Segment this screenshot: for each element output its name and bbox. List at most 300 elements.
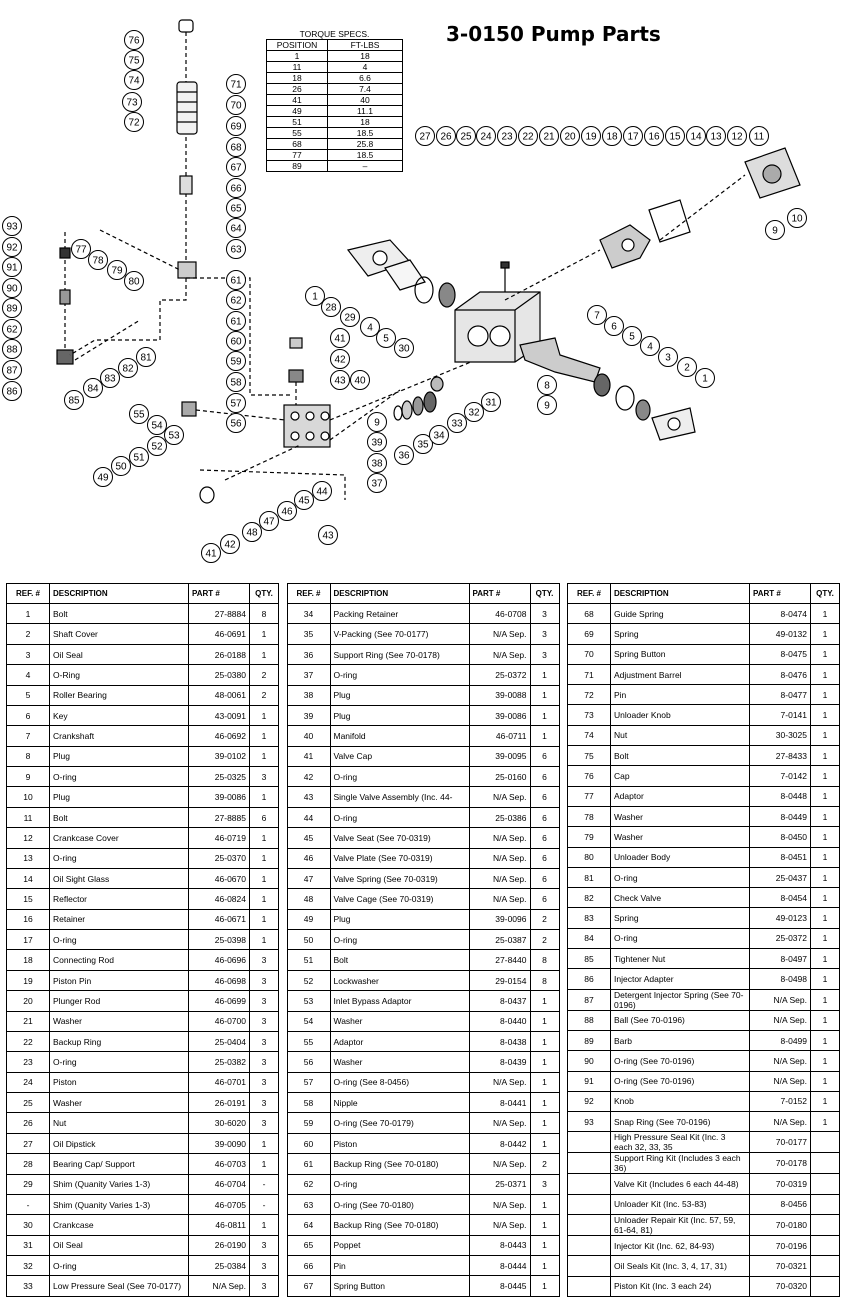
callout-label: 77 xyxy=(75,244,87,256)
callout-70 xyxy=(227,96,246,115)
table-row xyxy=(568,1132,840,1153)
description: O-ring (See 70-0196) xyxy=(611,1051,750,1071)
part-number: 8-0475 xyxy=(750,644,811,664)
description: Bearing Cap/ Support xyxy=(50,1154,189,1174)
torque-position: 1 xyxy=(267,51,328,62)
ref-number: 16 xyxy=(7,909,50,929)
callout-label: 35 xyxy=(417,439,429,451)
description: Lockwasher xyxy=(330,970,469,990)
table-row xyxy=(287,1093,559,1113)
table-row xyxy=(7,991,279,1011)
callout-label: 10 xyxy=(791,213,803,225)
description: Valve Cage (See 70-0319) xyxy=(330,889,469,909)
torque-position: 49 xyxy=(267,106,328,117)
description: Unloader Body xyxy=(611,847,750,867)
callout-26 xyxy=(437,127,456,146)
table-row xyxy=(287,889,559,909)
ref-number: 47 xyxy=(287,868,330,888)
callout-label: 48 xyxy=(246,527,258,539)
description: Injector Kit (Inc. 62, 84-93) xyxy=(611,1236,750,1256)
description: Crankshaft xyxy=(50,726,189,746)
torque-position: 55 xyxy=(267,128,328,139)
part-number: 29-0154 xyxy=(469,970,530,990)
table-row xyxy=(568,1030,840,1050)
description: Cap xyxy=(611,766,750,786)
callout-59 xyxy=(227,352,246,371)
table-row xyxy=(568,888,840,908)
quantity: 1 xyxy=(530,1072,559,1092)
part-number: 48-0061 xyxy=(189,685,250,705)
ref-number: 46 xyxy=(287,848,330,868)
ref-number: 45 xyxy=(287,828,330,848)
quantity: 2 xyxy=(250,685,279,705)
table-row xyxy=(7,685,279,705)
ref-number: 7 xyxy=(7,726,50,746)
ref-number: 36 xyxy=(287,644,330,664)
description: Unloader Kit (Inc. 53-83) xyxy=(611,1194,750,1214)
table-row xyxy=(568,1010,840,1030)
part-number: 70-0320 xyxy=(750,1276,811,1296)
ref-number: 87 xyxy=(568,989,611,1010)
part-number: 46-0703 xyxy=(189,1154,250,1174)
description: O-ring (See 70-0179) xyxy=(330,1113,469,1133)
callout-label: 66 xyxy=(230,183,242,195)
callout-13 xyxy=(707,127,726,146)
table-row xyxy=(568,1215,840,1236)
description: Plunger Rod xyxy=(50,991,189,1011)
torque-position: 41 xyxy=(267,95,328,106)
table-row xyxy=(7,1215,279,1235)
ref-number: 88 xyxy=(568,1010,611,1030)
part-number: N/A Sep. xyxy=(750,1112,811,1132)
part-number: N/A Sep. xyxy=(750,1010,811,1030)
description: Packing Retainer xyxy=(330,604,469,624)
callout-label: 42 xyxy=(334,354,346,366)
quantity: 1 xyxy=(530,685,559,705)
callout-76 xyxy=(125,31,144,50)
quantity: 1 xyxy=(250,909,279,929)
callout-label: 8 xyxy=(544,380,550,392)
part-number: 8-0451 xyxy=(750,847,811,867)
part-number: 7-0152 xyxy=(750,1091,811,1111)
quantity: 1 xyxy=(811,847,840,867)
callout-61 xyxy=(227,312,246,331)
ref-number: 27 xyxy=(7,1133,50,1153)
ref-number: 63 xyxy=(287,1194,330,1214)
table-row xyxy=(568,969,840,989)
callout-39 xyxy=(368,433,387,452)
callout-64 xyxy=(227,219,246,238)
table-row xyxy=(7,1154,279,1174)
table-row xyxy=(568,1051,840,1071)
diagram-callout-group xyxy=(3,31,807,563)
quantity: 1 xyxy=(811,1071,840,1091)
table-row xyxy=(287,726,559,746)
callout-label: 24 xyxy=(480,131,492,143)
callout-49 xyxy=(94,468,113,487)
table-row xyxy=(7,889,279,909)
part-number: 25-0437 xyxy=(750,867,811,887)
description: Plug xyxy=(50,787,189,807)
ref-number: 56 xyxy=(287,1052,330,1072)
callout-44 xyxy=(313,482,332,501)
part-number: N/A Sep. xyxy=(469,1113,530,1133)
ref-number: 15 xyxy=(7,889,50,909)
description: Oil Sight Glass xyxy=(50,868,189,888)
ref-number xyxy=(568,1194,611,1214)
header-ref-number: REF. # xyxy=(287,584,330,604)
ref-number: 79 xyxy=(568,827,611,847)
ref-number: 11 xyxy=(7,807,50,827)
table-row xyxy=(7,1256,279,1276)
quantity: 1 xyxy=(250,868,279,888)
quantity xyxy=(811,1132,840,1153)
callout-label: 13 xyxy=(710,131,722,143)
torque-ftlbs: 6.6 xyxy=(328,73,403,84)
quantity: 1 xyxy=(811,1030,840,1050)
part-number: 70-0180 xyxy=(750,1215,811,1236)
ref-number: 14 xyxy=(7,868,50,888)
table-row xyxy=(7,644,279,664)
ref-number: 3 xyxy=(7,644,50,664)
part-number: 39-0095 xyxy=(469,746,530,766)
part-number: 8-0443 xyxy=(469,1235,530,1255)
callout-label: 46 xyxy=(281,506,293,518)
callout-label: 30 xyxy=(398,343,410,355)
table-row xyxy=(568,827,840,847)
quantity: 6 xyxy=(250,807,279,827)
part-number: 25-0380 xyxy=(189,665,250,685)
table-row xyxy=(7,828,279,848)
ref-number: 71 xyxy=(568,664,611,684)
description: Inlet Bypass Adaptor xyxy=(330,991,469,1011)
callout-label: 41 xyxy=(334,333,346,345)
description: Bolt xyxy=(50,807,189,827)
callout-16 xyxy=(645,127,664,146)
quantity: 1 xyxy=(250,828,279,848)
quantity xyxy=(811,1215,840,1236)
quantity: 1 xyxy=(530,1113,559,1133)
description: Shim (Quanity Varies 1-3) xyxy=(50,1174,189,1194)
callout-6 xyxy=(605,317,624,336)
quantity: 1 xyxy=(250,1154,279,1174)
quantity: 1 xyxy=(811,1091,840,1111)
callout-41 xyxy=(202,544,221,563)
description: Barb xyxy=(611,1030,750,1050)
ref-number: 35 xyxy=(287,624,330,644)
parts-table-2 xyxy=(287,583,560,1297)
ref-number: 78 xyxy=(568,806,611,826)
description: Nipple xyxy=(330,1093,469,1113)
ref-number: 92 xyxy=(568,1091,611,1111)
table-row xyxy=(287,787,559,807)
part-number: 46-0708 xyxy=(469,604,530,624)
description: O-ring xyxy=(50,1256,189,1276)
callout-label: 87 xyxy=(6,365,18,377)
callout-label: 18 xyxy=(606,131,618,143)
callout-label: 67 xyxy=(230,162,242,174)
part-number: N/A Sep. xyxy=(469,1215,530,1235)
quantity: 1 xyxy=(530,1031,559,1051)
description: Plug xyxy=(330,909,469,929)
quantity: 1 xyxy=(530,1052,559,1072)
torque-row xyxy=(267,73,403,84)
description: O-Ring xyxy=(50,665,189,685)
ref-number: 58 xyxy=(287,1093,330,1113)
table-row xyxy=(568,685,840,705)
callout-label: 50 xyxy=(115,461,127,473)
callout-66 xyxy=(227,179,246,198)
quantity: 1 xyxy=(530,1215,559,1235)
description: Retainer xyxy=(50,909,189,929)
callout-label: 3 xyxy=(665,352,671,364)
callout-label: 89 xyxy=(6,303,18,315)
ref-number: 34 xyxy=(287,604,330,624)
table-row xyxy=(568,766,840,786)
ref-number: 81 xyxy=(568,867,611,887)
description: Washer xyxy=(611,827,750,847)
torque-row xyxy=(267,128,403,139)
table-row xyxy=(287,950,559,970)
table-row xyxy=(287,1235,559,1255)
ref-number: 29 xyxy=(7,1174,50,1194)
callout-label: 9 xyxy=(544,400,550,412)
quantity: 3 xyxy=(250,767,279,787)
quantity: 8 xyxy=(530,970,559,990)
part-number: 8-0445 xyxy=(469,1276,530,1296)
quantity: 1 xyxy=(250,930,279,950)
description: Piston xyxy=(330,1133,469,1153)
ref-number: 76 xyxy=(568,766,611,786)
callout-label: 7 xyxy=(594,310,600,322)
torque-row xyxy=(267,95,403,106)
ref-number xyxy=(568,1215,611,1236)
description: Adaptor xyxy=(611,786,750,806)
quantity: 1 xyxy=(530,665,559,685)
callout-label: 12 xyxy=(731,131,743,143)
callout-label: 93 xyxy=(6,221,18,233)
part-number: 46-0696 xyxy=(189,950,250,970)
callout-53 xyxy=(165,426,184,445)
description: Single Valve Assembly (Inc. 44- xyxy=(330,787,469,807)
callout-label: 37 xyxy=(371,478,383,490)
table-row xyxy=(7,1031,279,1051)
description: Plug xyxy=(50,746,189,766)
callout-69 xyxy=(227,117,246,136)
quantity xyxy=(811,1236,840,1256)
callout-label: 9 xyxy=(374,417,380,429)
callout-43 xyxy=(331,371,350,390)
quantity: 1 xyxy=(811,725,840,745)
description: Nut xyxy=(611,725,750,745)
callout-92 xyxy=(3,238,22,257)
callout-81 xyxy=(137,348,156,367)
table-row xyxy=(568,1256,840,1276)
quantity: 1 xyxy=(811,685,840,705)
part-number: N/A Sep. xyxy=(469,889,530,909)
callout-89 xyxy=(3,299,22,318)
table-row xyxy=(287,1174,559,1194)
torque-position: 51 xyxy=(267,117,328,128)
quantity: 1 xyxy=(811,867,840,887)
callout-9 xyxy=(766,221,785,240)
callout-11 xyxy=(750,127,769,146)
ref-number: 37 xyxy=(287,665,330,685)
torque-position: 11 xyxy=(267,62,328,73)
part-number: 8-0448 xyxy=(750,786,811,806)
ref-number: 26 xyxy=(7,1113,50,1133)
callout-50 xyxy=(112,457,131,476)
description: O-ring xyxy=(330,1174,469,1194)
table-row xyxy=(568,989,840,1010)
callout-86 xyxy=(3,382,22,401)
description: Washer xyxy=(330,1052,469,1072)
ref-number: 22 xyxy=(7,1031,50,1051)
callout-41 xyxy=(331,329,350,348)
callout-label: 31 xyxy=(485,397,497,409)
description: O-ring xyxy=(611,928,750,948)
part-number: N/A Sep. xyxy=(469,644,530,664)
part-number: N/A Sep. xyxy=(469,868,530,888)
table-row xyxy=(568,1194,840,1214)
table-row xyxy=(287,828,559,848)
ref-number: 25 xyxy=(7,1093,50,1113)
ref-number: 52 xyxy=(287,970,330,990)
quantity: 6 xyxy=(530,828,559,848)
ref-number: 40 xyxy=(287,726,330,746)
ref-number: 51 xyxy=(287,950,330,970)
callout-label: 92 xyxy=(6,242,18,254)
callout-label: 80 xyxy=(128,276,140,288)
header-part-number: PART # xyxy=(469,584,530,604)
quantity: 1 xyxy=(811,949,840,969)
part-number: 8-0477 xyxy=(750,685,811,705)
table-row xyxy=(287,1011,559,1031)
torque-rows xyxy=(267,51,403,172)
part-number: 46-0671 xyxy=(189,909,250,929)
part-number: 39-0088 xyxy=(469,685,530,705)
part-number: N/A Sep. xyxy=(469,787,530,807)
callout-label: 21 xyxy=(543,131,555,143)
callout-label: 72 xyxy=(128,117,140,129)
callout-20 xyxy=(561,127,580,146)
table-row xyxy=(287,807,559,827)
description: Valve Spring (See 70-0319) xyxy=(330,868,469,888)
description: Washer xyxy=(611,806,750,826)
callout-77 xyxy=(72,240,91,259)
callout-29 xyxy=(341,308,360,327)
torque-specs-caption: TORQUE SPECS. xyxy=(267,29,403,40)
description: O-ring (See 70-0196) xyxy=(611,1071,750,1091)
table-row xyxy=(7,624,279,644)
table-row xyxy=(7,705,279,725)
table-row xyxy=(287,1072,559,1092)
torque-row xyxy=(267,84,403,95)
quantity: 1 xyxy=(811,624,840,644)
quantity: 6 xyxy=(530,746,559,766)
part-number: 8-0476 xyxy=(750,664,811,684)
table-row xyxy=(7,909,279,929)
callout-label: 71 xyxy=(230,79,242,91)
ref-number: 90 xyxy=(568,1051,611,1071)
callout-label: 54 xyxy=(151,420,163,432)
callout-42 xyxy=(331,350,350,369)
callout-80 xyxy=(125,272,144,291)
part-number: 39-0090 xyxy=(189,1133,250,1153)
callout-79 xyxy=(108,261,127,280)
page-title: 3-0150 Pump Parts xyxy=(446,22,661,46)
table-row xyxy=(287,1031,559,1051)
torque-ftlbs: 18 xyxy=(328,117,403,128)
table-row xyxy=(287,685,559,705)
quantity: 1 xyxy=(811,664,840,684)
ref-number: 49 xyxy=(287,909,330,929)
callout-label: 23 xyxy=(501,131,513,143)
table-row xyxy=(7,848,279,868)
ref-number: 50 xyxy=(287,930,330,950)
header-ref-number: REF. # xyxy=(568,584,611,604)
description: Spring xyxy=(611,624,750,644)
callout-90 xyxy=(3,279,22,298)
part-number: 46-0705 xyxy=(189,1194,250,1214)
description: Connecting Rod xyxy=(50,950,189,970)
torque-position: 89 xyxy=(267,161,328,172)
description: O-ring xyxy=(330,930,469,950)
description: High Pressure Seal Kit (Inc. 3 each 32, 33, 35 xyxy=(611,1132,750,1153)
callout-7 xyxy=(588,306,607,325)
torque-row xyxy=(267,51,403,62)
description: Unloader Knob xyxy=(611,705,750,725)
ref-number: 93 xyxy=(568,1112,611,1132)
part-number: 8-0437 xyxy=(469,991,530,1011)
part-number: 25-0371 xyxy=(469,1174,530,1194)
part-number: N/A Sep. xyxy=(469,848,530,868)
description: Support Ring Kit (Includes 3 each 36) xyxy=(611,1153,750,1174)
quantity: 1 xyxy=(811,928,840,948)
table-row xyxy=(7,767,279,787)
part-number: 8-0454 xyxy=(750,888,811,908)
callout-label: 74 xyxy=(128,75,140,87)
table-row xyxy=(568,1091,840,1111)
torque-ftlbs: 25.8 xyxy=(328,139,403,150)
ref-number: 85 xyxy=(568,949,611,969)
description: Detergent Injector Spring (See 70-0196) xyxy=(611,989,750,1010)
callout-45 xyxy=(295,491,314,510)
callout-label: 5 xyxy=(629,331,635,343)
callout-55 xyxy=(130,405,149,424)
part-number: 70-0196 xyxy=(750,1236,811,1256)
callout-label: 1 xyxy=(312,291,318,303)
description: Pin xyxy=(611,685,750,705)
quantity: 6 xyxy=(530,767,559,787)
quantity: 3 xyxy=(250,970,279,990)
callout-8 xyxy=(538,376,557,395)
callout-label: 90 xyxy=(6,283,18,295)
ref-number: 57 xyxy=(287,1072,330,1092)
description: O-ring xyxy=(50,1052,189,1072)
part-number: 46-0692 xyxy=(189,726,250,746)
ref-number: 70 xyxy=(568,644,611,664)
description: Bolt xyxy=(611,746,750,766)
callout-label: 29 xyxy=(344,312,356,324)
description: O-ring xyxy=(330,767,469,787)
table-row xyxy=(287,1194,559,1214)
callout-label: 20 xyxy=(564,131,576,143)
quantity xyxy=(811,1276,840,1296)
callout-label: 38 xyxy=(371,458,383,470)
ref-number: 75 xyxy=(568,746,611,766)
table-row xyxy=(287,1154,559,1174)
